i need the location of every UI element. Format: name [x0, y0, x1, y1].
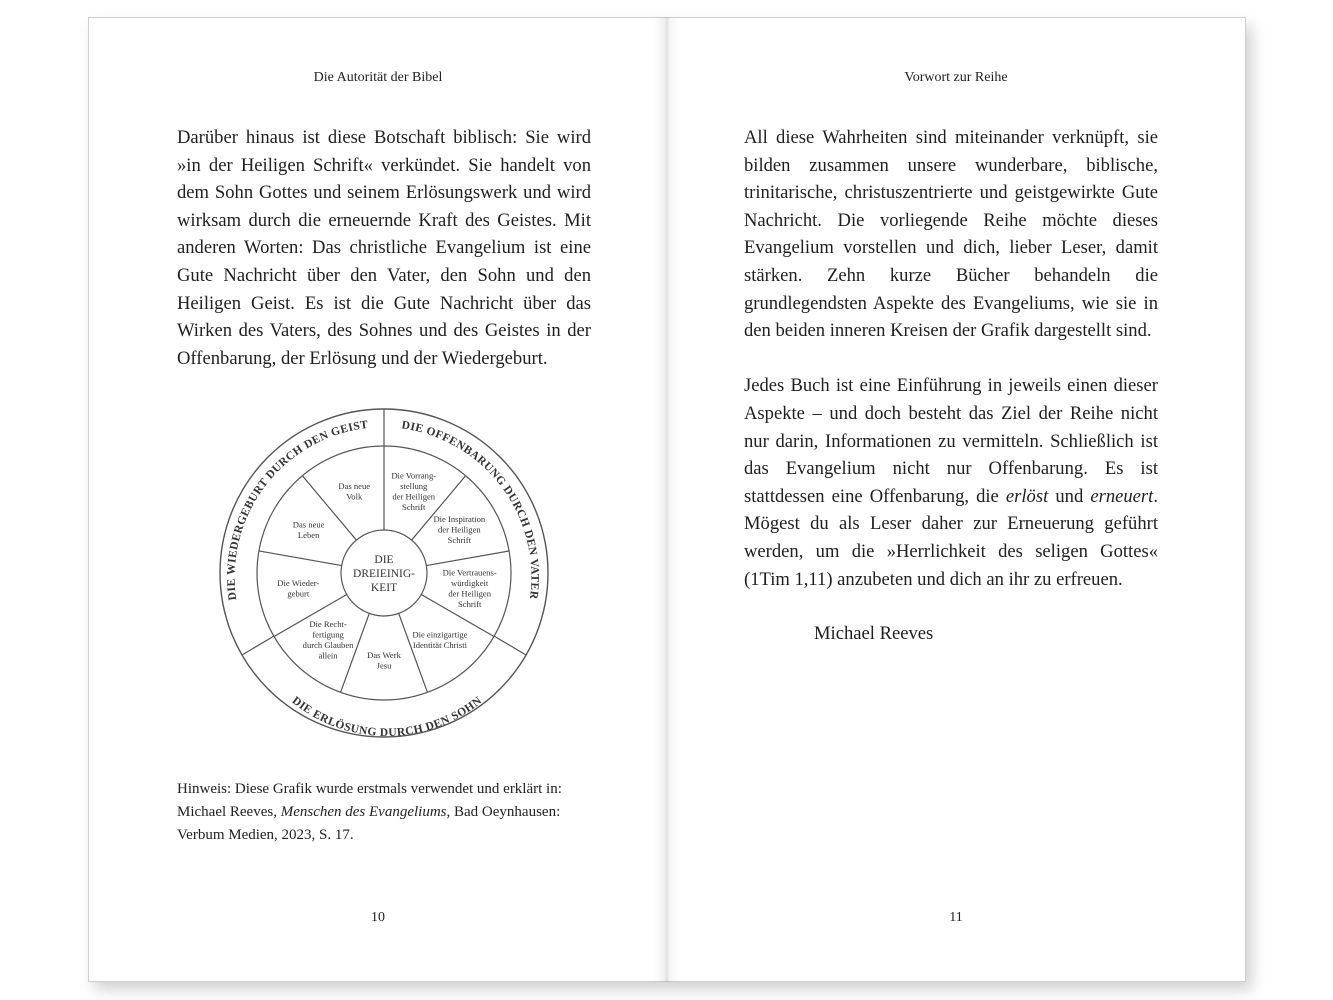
outer-dividers [242, 409, 526, 655]
center-label-line2: DREIEINIG- [353, 568, 415, 580]
book-spread [88, 17, 1246, 982]
segment-label-line: Jesu [376, 660, 392, 671]
outer-label-father: DIE OFFENBARUNG DURCH DEN VATER [400, 419, 541, 601]
note-line-2 [177, 801, 597, 824]
segment-label [412, 629, 467, 650]
segment-label-line: der Heiligen [392, 491, 436, 502]
segment-label-line: Die Wieder- [277, 577, 320, 588]
segment-label-line: Die Vertrauens- [442, 567, 497, 578]
segment-divider [426, 551, 509, 566]
segment-label-line: Die Vorrang- [391, 470, 437, 481]
p2-part-b: und [1048, 485, 1091, 507]
segment-label-line: geburt [287, 588, 310, 599]
segment-label-line: Die Recht- [309, 618, 347, 629]
right-paragraph-2 [744, 372, 1158, 593]
segment-label-line: Volk [346, 491, 363, 502]
p2-part-c: . Mögest du als Leser daher zur Erneuerung geführt werden, um die »Herrlichkeit des seligen Gottes« (1Tim 1,11) anzubeten und dich an ihr zu erfreuen. [744, 485, 1158, 590]
segment-label-line: Die Inspiration [433, 514, 486, 524]
left-body-text [177, 124, 591, 372]
right-body-text [744, 124, 1158, 593]
p2-part-a: Jedes Buch ist eine Einführung in jeweils einen dieser Aspekte – und doch besteht das Ziel der Reihe nicht nur darin, Informationen zu vermitteln. Schließlich ist das Evangelium nicht nur Offenbarung. Es ist stattdessen eine Offenbarung, die [744, 375, 1158, 507]
right-page [667, 17, 1246, 982]
segment-label-line: fertigung [312, 629, 344, 640]
segment-label-line: stellung [400, 480, 428, 491]
right-paragraph-1: All diese Wahrheiten sind miteinander verknüpft, sie bilden zusammen unsere wunderbare, biblische, trinitarische, christuszentrierte und geistgewirkte Gute Nachricht. Die vorliegende Reihe möchte dieses Evangelium vorstellen und dich, lieber Leser, damit stärken. Zehn kurze Bücher behandeln die grundlegendsten Aspekte des Evangeliums, wie sie in den beiden inneren Kreisen der Grafik dargestellt sind. [744, 127, 1158, 342]
p2-emphasis-erloest: erlöst [1005, 485, 1049, 507]
segment-label-line: Schrift [457, 598, 482, 609]
segment-label-line: Identität Christi [412, 639, 468, 650]
segment-label-line: Das neue [292, 519, 325, 530]
segment-label-line: Schrift [447, 535, 472, 545]
note-line-1: Hinweis: Diese Grafik wurde erstmals verwendet und erklärt in: [177, 781, 562, 797]
segment-label-line: Das neue [338, 480, 371, 491]
author-signature: Michael Reeves [814, 623, 934, 644]
segment-label [391, 470, 436, 512]
figure-note [177, 778, 597, 847]
outer-label-son: DIE ERLÖSUNG DURCH DEN SOHN [289, 694, 485, 740]
segment-divider [259, 551, 342, 566]
note-line-3: Verbum Medien, 2023, S. 17. [177, 827, 354, 843]
segment-label-line: Leben [297, 529, 320, 540]
note-publisher-place: , Bad Oeynhausen: [446, 804, 561, 820]
segment-label-line: Schrift [402, 501, 426, 512]
segment-label-line: der Heiligen [448, 588, 492, 599]
center-label [353, 554, 415, 594]
note-book-title: Menschen des Evangeliums [280, 804, 447, 820]
segment-label [293, 519, 325, 540]
segment-label [338, 481, 370, 502]
running-head-right: Vorwort zur Reihe [904, 70, 1008, 85]
p2-emphasis-erneuert: erneuert [1090, 485, 1154, 507]
segment-label-line: Das Werk [367, 649, 401, 660]
segment-divider [399, 613, 428, 692]
segment-label [277, 578, 319, 599]
segment-label-line: der Heiligen [437, 524, 481, 535]
segment-label-line: durch Glauben [302, 639, 354, 650]
segment-label-line: allein [318, 650, 338, 661]
left-page [88, 17, 667, 982]
page-number-right: 11 [949, 910, 963, 925]
center-label-line3: KEIT [370, 582, 398, 594]
segment-label [303, 619, 355, 661]
segment-label-line: Die einzigartige [412, 629, 468, 640]
trinity-diagram [217, 406, 551, 740]
segment-label [443, 567, 497, 609]
segment-label [367, 650, 401, 671]
center-label-line1: DIE [374, 554, 394, 566]
page-number-left: 10 [371, 910, 385, 925]
running-head-left: Die Autorität der Bibel [313, 70, 443, 85]
left-paragraph: Darüber hinaus ist diese Botschaft biblisch: Sie wird »in der Heiligen Schrift« verkündet. Sie handelt von dem Sohn Gottes und seinem Erlösungswerk und wird wirksam durch die erneuernde Kraft des Geistes. Mit anderen Worten: Das christliche Evangelium ist eine Gute Nachricht über den Vater, den Sohn und den Heiligen Geist. Es ist die Gute Nachricht über das Wirken des Vaters, des Sohnes und des Geistes in der Offenbarung, der Erlösung und der Wiedergeburt. [177, 127, 591, 369]
segment-label-line: würdigkeit [451, 577, 489, 588]
outer-label-spirit: DIE WIEDERGEBURT DURCH DEN GEIST [225, 418, 370, 601]
segment-label [433, 514, 485, 545]
note-author: Michael Reeves, [177, 804, 281, 820]
